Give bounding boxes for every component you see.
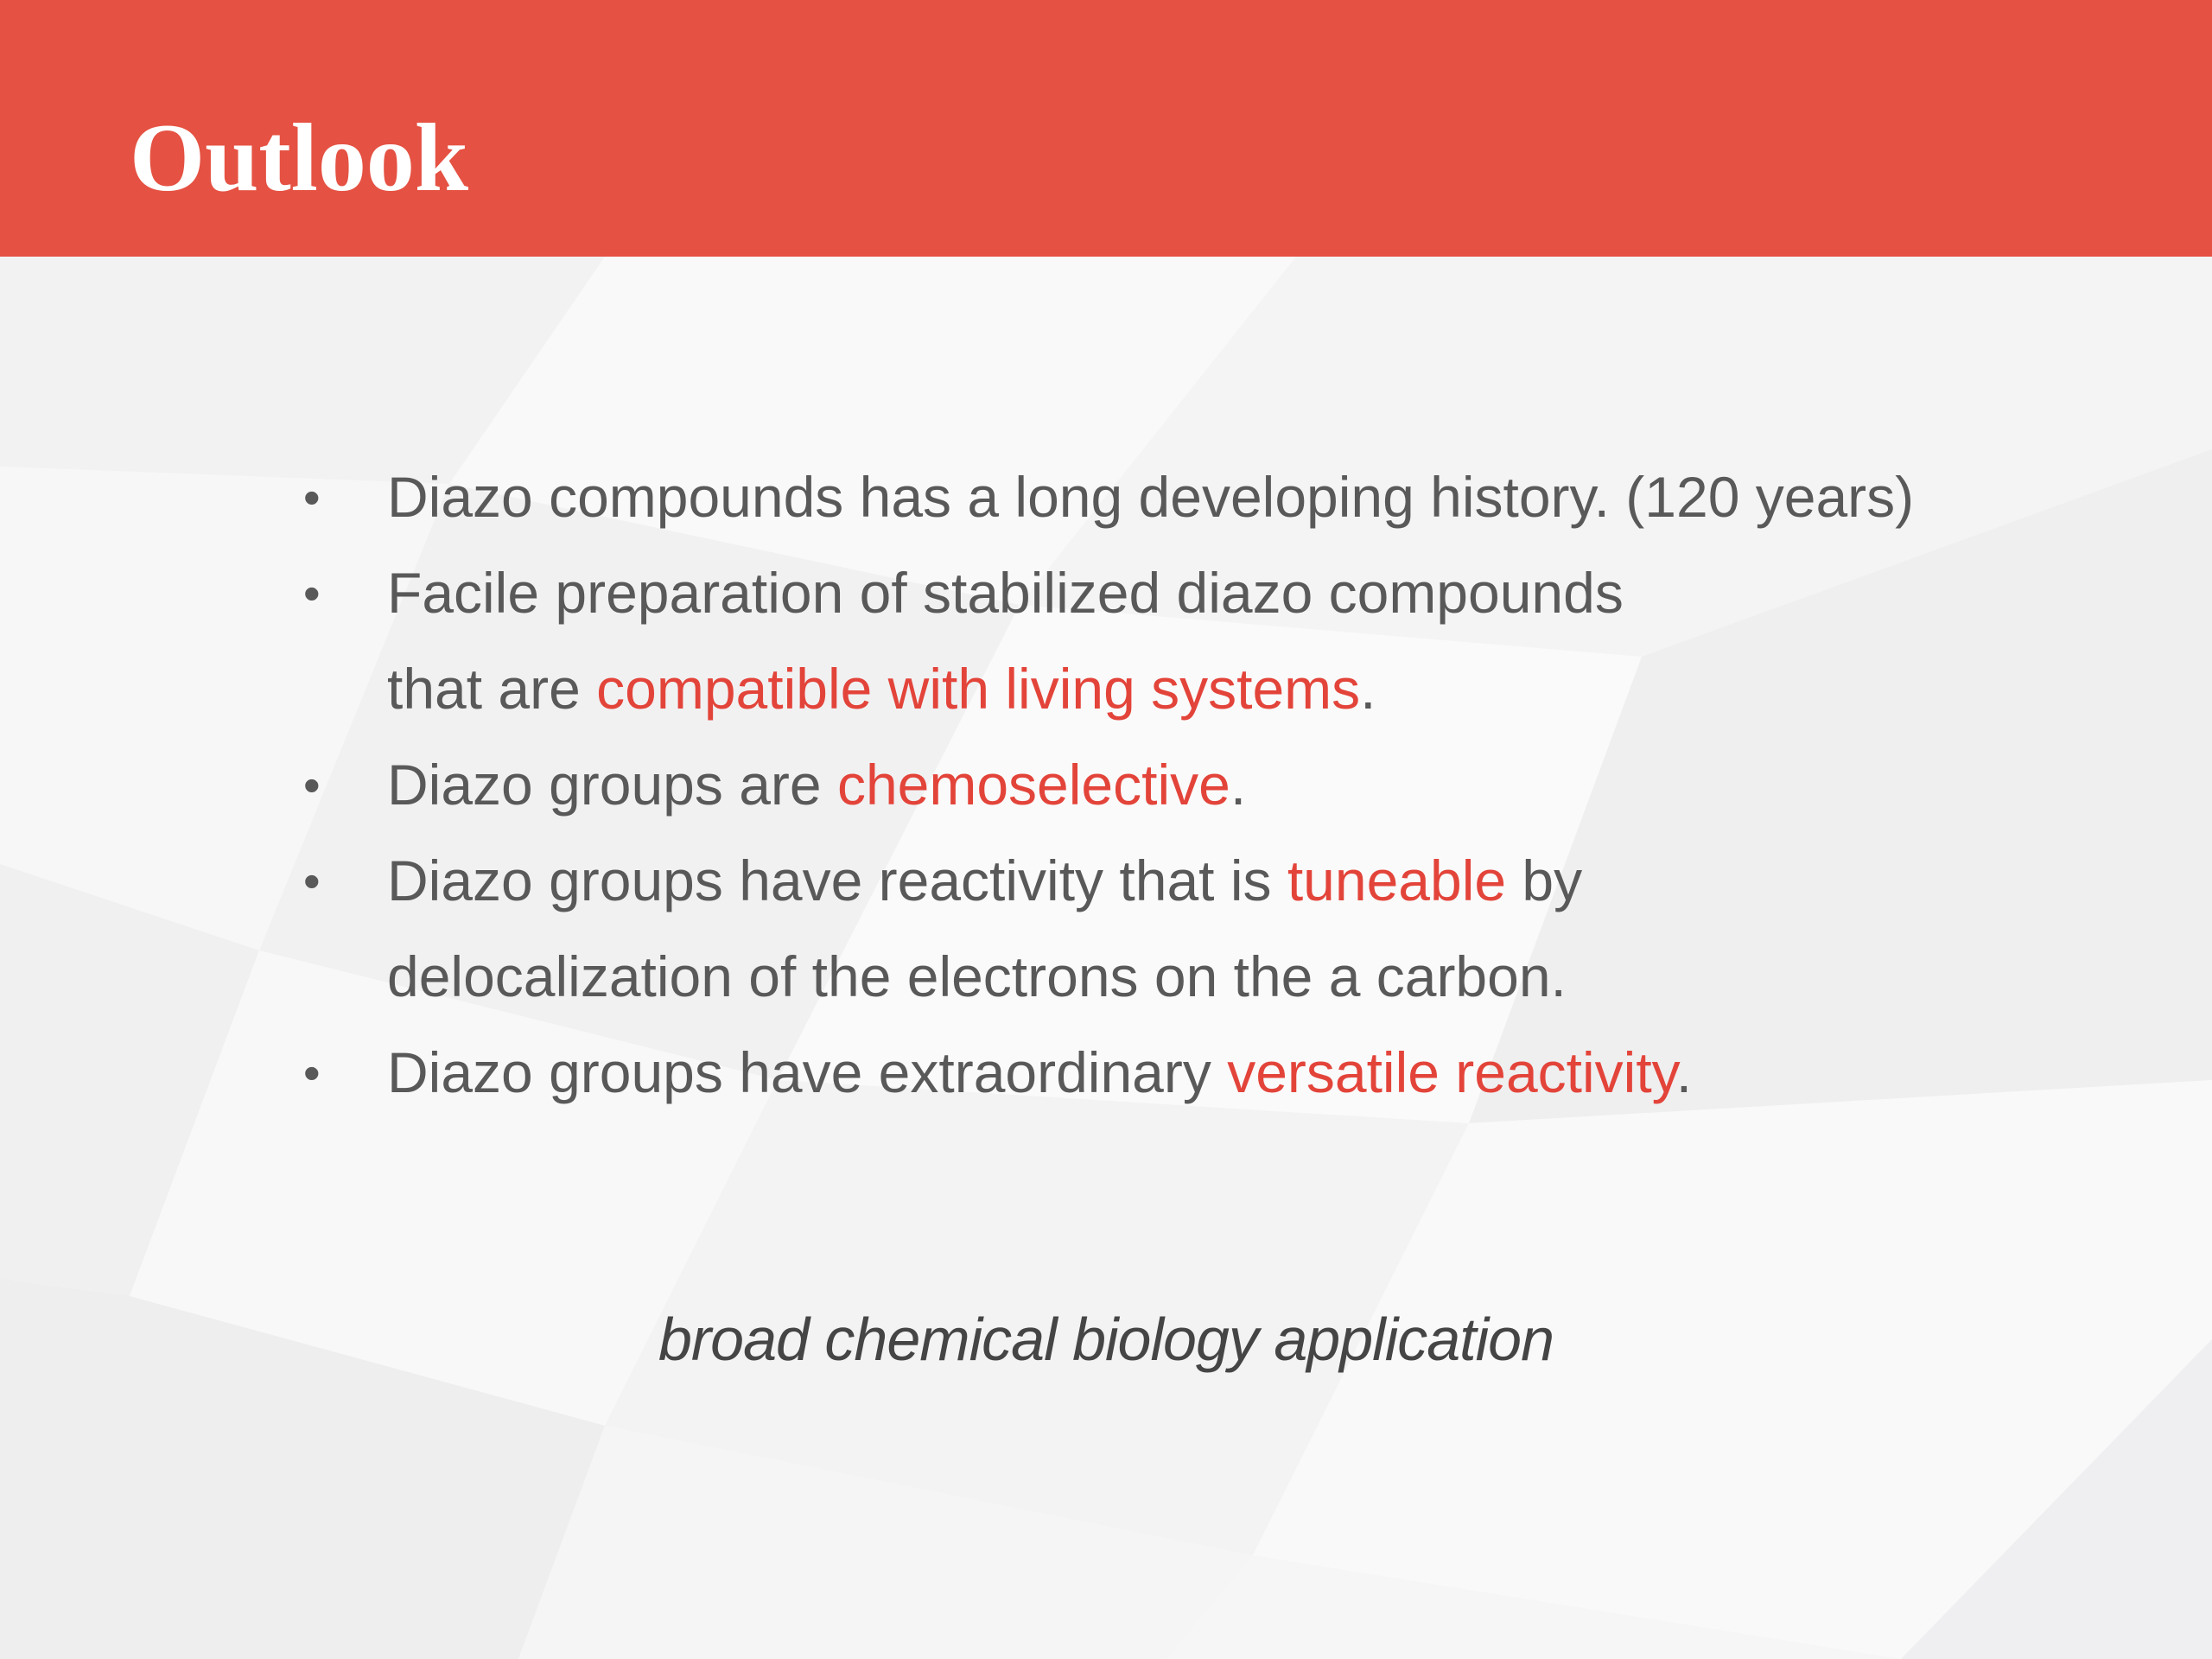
bullet-list <box>296 449 2128 1121</box>
bullet-text: Diazo groups have reactivity that is <box>387 849 1287 912</box>
title-bar <box>0 0 2212 257</box>
bullet-text: Diazo compounds has a long developing history. (120 years) <box>387 465 1915 529</box>
bullet-dot-icon: • <box>303 566 321 620</box>
highlighted-text: compatible with living systems <box>596 657 1361 721</box>
bullet-item <box>296 1025 2128 1121</box>
tagline: broad chemical biology application <box>658 1306 1554 1373</box>
bullet-text: Diazo groups are <box>387 753 837 817</box>
bullet-text: Diazo groups have extraordinary <box>387 1040 1228 1104</box>
bullet-text: Facile preparation of stabilized diazo compounds <box>387 561 1624 625</box>
bullet-dot-icon: • <box>303 470 321 524</box>
highlighted-text: tuneable <box>1287 849 1507 912</box>
bullet-text: . <box>1230 753 1247 817</box>
bullet-dot-icon: • <box>303 758 321 812</box>
bullet-text: delocalization of the electrons on the a carbon. <box>387 944 1567 1008</box>
bullet-dot-icon: • <box>303 1046 321 1100</box>
highlighted-text: versatile reactivity <box>1227 1040 1676 1104</box>
bullet-item <box>296 737 2128 833</box>
highlighted-text: chemoselective <box>836 753 1230 817</box>
bullet-item <box>296 545 2128 737</box>
bullet-text: . <box>1360 657 1376 721</box>
slide-title: Outlook <box>130 105 469 212</box>
bullet-item <box>296 833 2128 1025</box>
bullet-text: . <box>1675 1040 1693 1104</box>
bullet-text: by <box>1506 849 1583 912</box>
bullet-text: that are <box>387 657 597 721</box>
bullet-dot-icon: • <box>303 854 321 908</box>
bullet-item <box>296 449 2128 545</box>
